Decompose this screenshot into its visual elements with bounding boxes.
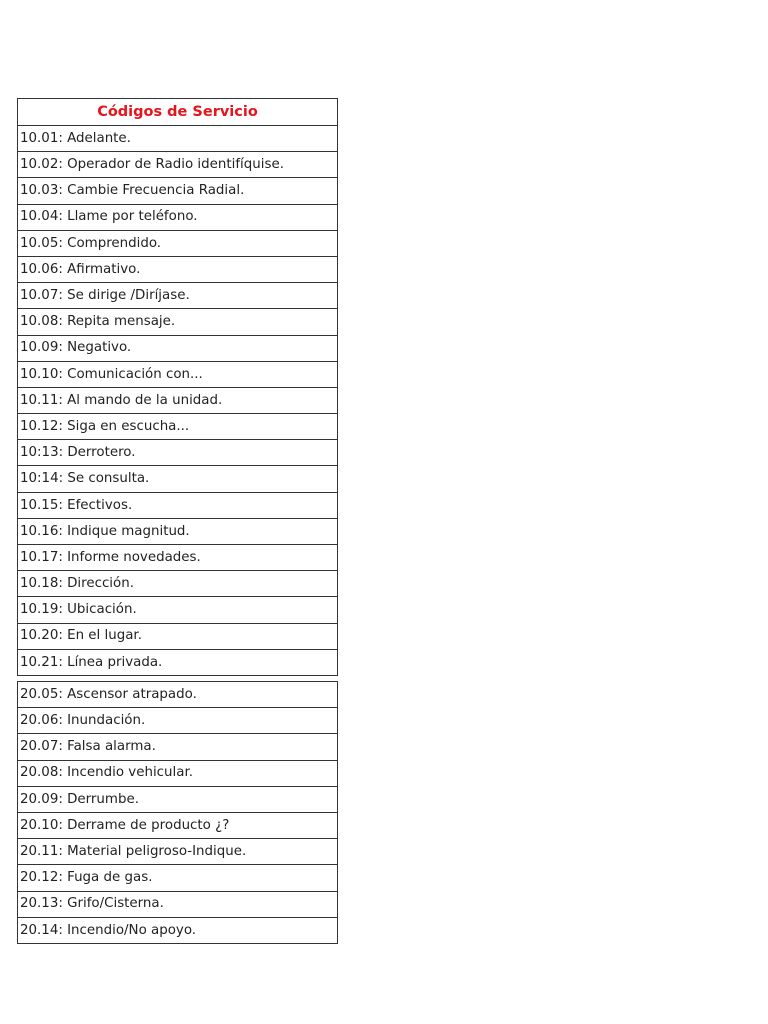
code-entry: 20.11: Material peligroso-Indique. xyxy=(18,839,338,865)
table-row xyxy=(18,518,338,544)
table-row xyxy=(18,387,338,413)
table-row xyxy=(18,545,338,571)
table-row xyxy=(18,335,338,361)
code-entry: 10.09: Negativo. xyxy=(18,335,338,361)
table-row xyxy=(18,230,338,256)
service-codes-table-20 xyxy=(17,681,338,944)
table-row xyxy=(18,734,338,760)
table-row xyxy=(18,440,338,466)
code-entry: 10:14: Se consulta. xyxy=(18,466,338,492)
code-entry: 10.03: Cambie Frecuencia Radial. xyxy=(18,178,338,204)
code-entry: 20.08: Incendio vehicular. xyxy=(18,760,338,786)
table-row xyxy=(18,126,338,152)
code-entry: 10.01: Adelante. xyxy=(18,126,338,152)
table-row xyxy=(18,682,338,708)
table-row xyxy=(18,309,338,335)
code-entry: 20.14: Incendio/No apoyo. xyxy=(18,917,338,943)
table-row xyxy=(18,865,338,891)
code-entry: 20.13: Grifo/Cisterna. xyxy=(18,891,338,917)
table-row xyxy=(18,917,338,943)
code-entry: 10.08: Repita mensaje. xyxy=(18,309,338,335)
table-row xyxy=(18,891,338,917)
code-entry: 10.05: Comprendido. xyxy=(18,230,338,256)
table-row xyxy=(18,152,338,178)
code-entry: 10.16: Indique magnitud. xyxy=(18,518,338,544)
codes-10-list xyxy=(18,126,338,676)
table-row xyxy=(18,204,338,230)
table-row xyxy=(18,178,338,204)
code-entry: 10.10: Comunicación con... xyxy=(18,361,338,387)
code-entry: 20.12: Fuga de gas. xyxy=(18,865,338,891)
code-entry: 10.06: Afirmativo. xyxy=(18,256,338,282)
table-row xyxy=(18,760,338,786)
code-entry: 20.10: Derrame de producto ¿? xyxy=(18,812,338,838)
code-entry: 10.21: Línea privada. xyxy=(18,649,338,675)
code-entry: 10.17: Informe novedades. xyxy=(18,545,338,571)
code-entry: 20.05: Ascensor atrapado. xyxy=(18,682,338,708)
table-row xyxy=(18,786,338,812)
table-row xyxy=(18,708,338,734)
code-entry: 10.02: Operador de Radio identifíquise. xyxy=(18,152,338,178)
code-entry: 20.09: Derrumbe. xyxy=(18,786,338,812)
table-row xyxy=(18,623,338,649)
table-row xyxy=(18,256,338,282)
table-row xyxy=(18,839,338,865)
codes-20-list xyxy=(18,682,338,944)
code-entry: 10.15: Efectivos. xyxy=(18,492,338,518)
code-entry: 10.18: Dirección. xyxy=(18,571,338,597)
code-entry: 10.19: Ubicación. xyxy=(18,597,338,623)
code-entry: 10.11: Al mando de la unidad. xyxy=(18,387,338,413)
code-entry: 10.12: Siga en escucha... xyxy=(18,414,338,440)
table-row xyxy=(18,649,338,675)
code-entry: 20.07: Falsa alarma. xyxy=(18,734,338,760)
table-row xyxy=(18,361,338,387)
table-row xyxy=(18,597,338,623)
table-row xyxy=(18,812,338,838)
table-row xyxy=(18,571,338,597)
table-title: Códigos de Servicio xyxy=(18,99,338,126)
service-codes-table-10 xyxy=(17,98,338,676)
table-row xyxy=(18,492,338,518)
table-row xyxy=(18,466,338,492)
table-row xyxy=(18,414,338,440)
code-entry: 20.06: Inundación. xyxy=(18,708,338,734)
code-entry: 10:13: Derrotero. xyxy=(18,440,338,466)
table-row xyxy=(18,283,338,309)
table-header-row xyxy=(18,99,338,126)
code-entry: 10.04: Llame por teléfono. xyxy=(18,204,338,230)
code-entry: 10.07: Se dirige /Diríjase. xyxy=(18,283,338,309)
code-entry: 10.20: En el lugar. xyxy=(18,623,338,649)
